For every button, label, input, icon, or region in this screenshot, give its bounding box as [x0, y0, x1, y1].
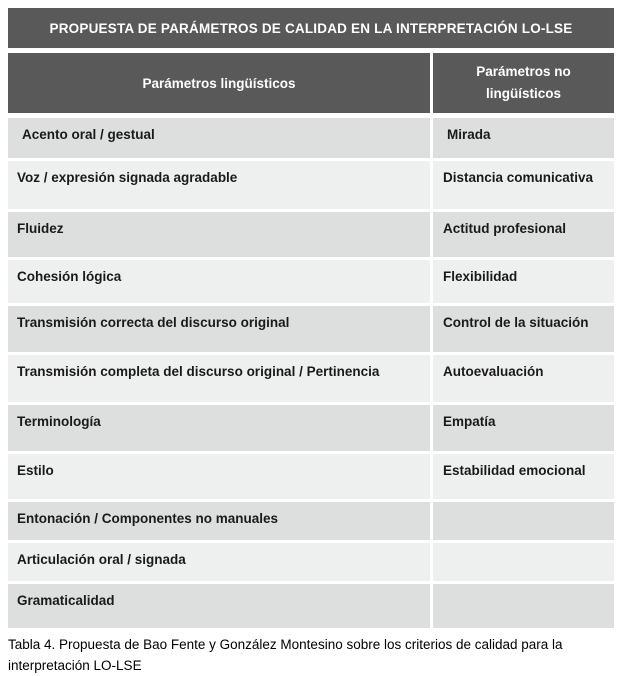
- cell-linguistic: Fluidez: [8, 212, 430, 257]
- cell-non-linguistic: [433, 502, 614, 540]
- table-body: [8, 118, 614, 628]
- cell-linguistic: Entonación / Componentes no manuales: [8, 502, 430, 540]
- cell-non-linguistic: Estabilidad emocional: [433, 454, 614, 499]
- table-row: [8, 502, 614, 540]
- table-header-row: [8, 53, 614, 113]
- table-row: [8, 260, 614, 303]
- table-title: PROPUESTA DE PARÁMETROS DE CALIDAD EN LA INTERPRETACIÓN LO-LSE: [49, 20, 573, 36]
- cell-linguistic: Estilo: [8, 454, 430, 499]
- table-row: [8, 212, 614, 257]
- cell-linguistic: Cohesión lógica: [8, 260, 430, 303]
- cell-linguistic: Gramaticalidad: [8, 584, 430, 628]
- cell-linguistic: Transmisión completa del discurso original / Pertinencia: [8, 355, 430, 402]
- cell-non-linguistic: Distancia comunicativa: [433, 161, 614, 209]
- cell-linguistic: Terminología: [8, 405, 430, 451]
- table-row: [8, 543, 614, 581]
- cell-non-linguistic: [433, 543, 614, 581]
- cell-non-linguistic: Mirada: [433, 118, 614, 158]
- table-row: [8, 161, 614, 209]
- cell-non-linguistic: Control de la situación: [433, 306, 614, 352]
- cell-non-linguistic: Flexibilidad: [433, 260, 614, 303]
- column-header-linguistic: Parámetros lingüísticos: [8, 53, 430, 113]
- cell-linguistic: Voz / expresión signada agradable: [8, 161, 430, 209]
- table-row: [8, 584, 614, 628]
- table-title-bar: [8, 8, 614, 48]
- table-row: [8, 118, 614, 158]
- table-row: [8, 306, 614, 352]
- cell-linguistic: Articulación oral / signada: [8, 543, 430, 581]
- table-caption: Tabla 4. Propuesta de Bao Fente y González Montesino sobre los criterios de calidad para la interpretación LO-LSE: [8, 637, 563, 673]
- cell-non-linguistic: [433, 584, 614, 628]
- table-row: [8, 355, 614, 402]
- cell-linguistic: Transmisión correcta del discurso original: [8, 306, 430, 352]
- cell-non-linguistic: Empatía: [433, 405, 614, 451]
- cell-non-linguistic: Actitud profesional: [433, 212, 614, 257]
- column-header-non-linguistic: Parámetros no lingüísticos: [433, 53, 614, 113]
- table-row: [8, 405, 614, 451]
- cell-linguistic: Acento oral / gestual: [8, 118, 430, 158]
- table-row: [8, 454, 614, 499]
- cell-non-linguistic: Autoevaluación: [433, 355, 614, 402]
